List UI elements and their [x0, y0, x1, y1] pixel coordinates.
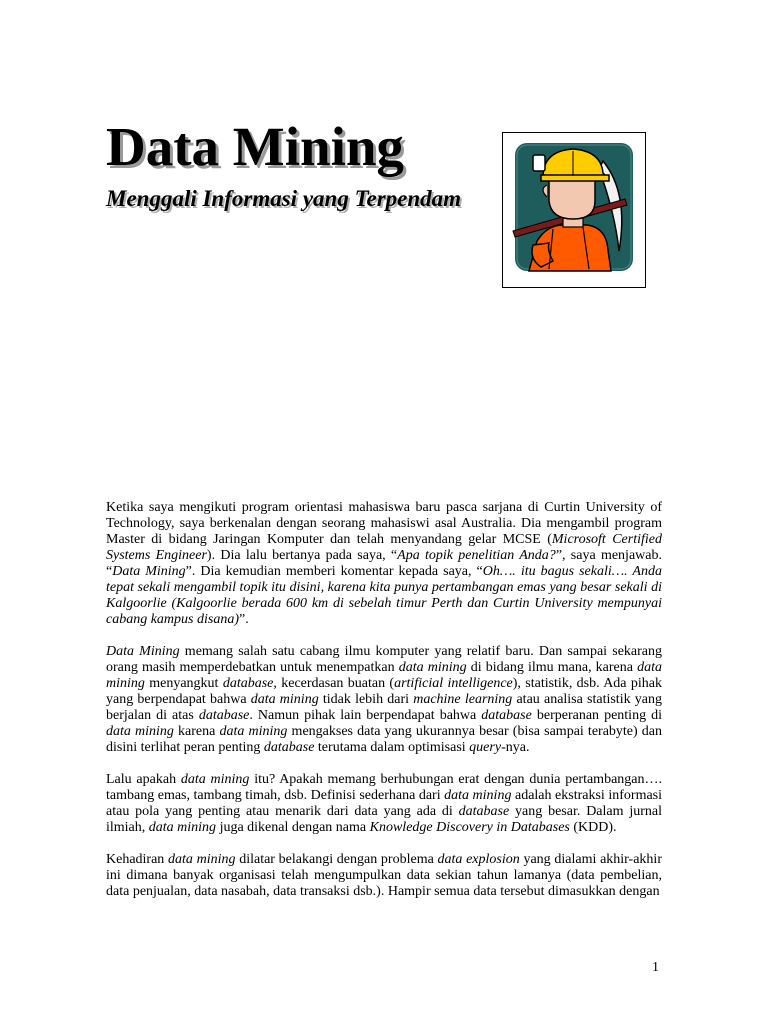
italic-run: data mining [250, 692, 319, 707]
text-run: adalah ekstraksi informasi atau pola yang penting atau menarik dari data yang ada di [106, 788, 663, 819]
text-run: ), statistik, dsb. Ada pihak yang berpendapat bahwa [106, 676, 662, 707]
italic-run: database [263, 740, 315, 755]
text-run: itu? Apakah memang berhubungan erat dengan dunia pertambangan…. tambang emas, tambang timah, dsb. Definisi sederhana dari [106, 772, 663, 803]
text-run: juga dikenal dengan nama [216, 820, 370, 835]
italic-run: data mining [106, 724, 174, 739]
text-run: memang salah satu cabang ilmu komputer yang relatif baru. Dan sampai sekarang orang masih memperdebatkan untuk menempatkan [106, 644, 662, 675]
italic-run: Data Mining [112, 564, 186, 579]
text-run: ”. [239, 612, 249, 627]
text-run: ). Dia lalu bertanya pada saya, “ [206, 548, 398, 563]
text-run: tidak lebih dari [318, 692, 414, 707]
text-run: ”. Dia kemudian memberi komentar kepada saya, “ [185, 564, 483, 579]
text-run: Ketika saya mengikuti program orientasi mahasiswa baru pasca sarjana di Curtin University of Technology, saya berkenalan dengan seorang mahasiswi asal Australia. Dia mengambil program Master di bidang Jaringan Komputer dan telah menyandang gelar MCSE ( [106, 500, 662, 547]
text-run: yang besar. Dalam jurnal ilmiah, [106, 804, 663, 835]
text-run: berperanan penting di [531, 708, 662, 723]
page-number: 1 [652, 960, 659, 975]
text-run: dilatar belakangi dengan problema [235, 852, 438, 867]
italic-run: Apa topik penelitian Anda? [397, 548, 556, 563]
italic-run: database [481, 708, 532, 723]
italic-run: database [222, 676, 274, 691]
italic-run: Knowledge Discovery in Databases [369, 820, 570, 835]
text-run: -nya. [501, 740, 530, 755]
italic-run: data explosion [437, 852, 520, 867]
miner-logo [502, 132, 646, 288]
italic-run: data mining [106, 660, 662, 691]
italic-run: data mining [168, 852, 236, 867]
text-run: di bidang ilmu mana, karena [466, 660, 638, 675]
paragraph-4 [106, 852, 662, 900]
text-run: mengakses data yang ukurannya besar (bisa sampai terabyte) dan disini terlihat peran penting [106, 724, 663, 755]
italic-run: data mining [180, 772, 250, 787]
paragraph-3 [106, 772, 662, 836]
text-run: Lalu apakah [106, 772, 181, 787]
italic-run: Microsoft Certified Systems Engineer [106, 532, 662, 563]
text-run: . Namun pihak lain berpendapat bahwa [249, 708, 482, 723]
italic-run: Oh…. itu bagus sekali…. Anda tepat sekali mengambil topik itu disini, karena kita punya pertambangan emas yang besar sekali di Kalgoorlie (Kalgoorlie berada 600 km di sebelah timur Perth dan Curtin University mempunyai cabang kampus disana) [106, 564, 662, 627]
italic-run: database [198, 708, 250, 723]
text-run: karena [173, 724, 220, 739]
italic-run: data mining [444, 788, 512, 803]
italic-run: Data Mining [106, 644, 180, 659]
text-run: Kehadiran [106, 852, 169, 867]
text-run: (KDD). [569, 820, 617, 835]
text-run: yang dialami akhir-akhir ini dimana banyak organisasi telah mengumpulkan data sekian tahun lamanya (data pembelian, data penjualan, data nasabah, data transaksi dsb.). Hampir semua data tersebut dimasukkan dengan [106, 852, 662, 899]
text-run: terutama dalam optimisasi [314, 740, 470, 755]
paragraph-2 [106, 644, 662, 756]
italic-run: data mining [148, 820, 217, 835]
italic-run: query [469, 740, 502, 755]
italic-run: machine learning [413, 692, 513, 707]
italic-run: database [458, 804, 510, 819]
text-run: , kecerdasan buatan ( [273, 676, 395, 691]
text-run: menyangkut [144, 676, 223, 691]
document-title: Data Mining [106, 116, 404, 177]
miner-icon [503, 133, 645, 287]
italic-run: data mining [398, 660, 467, 675]
text-run: ”, saya menjawab. “ [106, 548, 662, 579]
italic-run: data mining [219, 724, 288, 739]
body-text [106, 500, 662, 916]
text-run: atau analisa statistik yang berjalan di atas [106, 692, 662, 723]
paragraph-1 [106, 500, 662, 628]
document-subtitle: Menggali Informasi yang Terpendam [106, 186, 462, 211]
italic-run: artificial intelligence [394, 676, 513, 691]
